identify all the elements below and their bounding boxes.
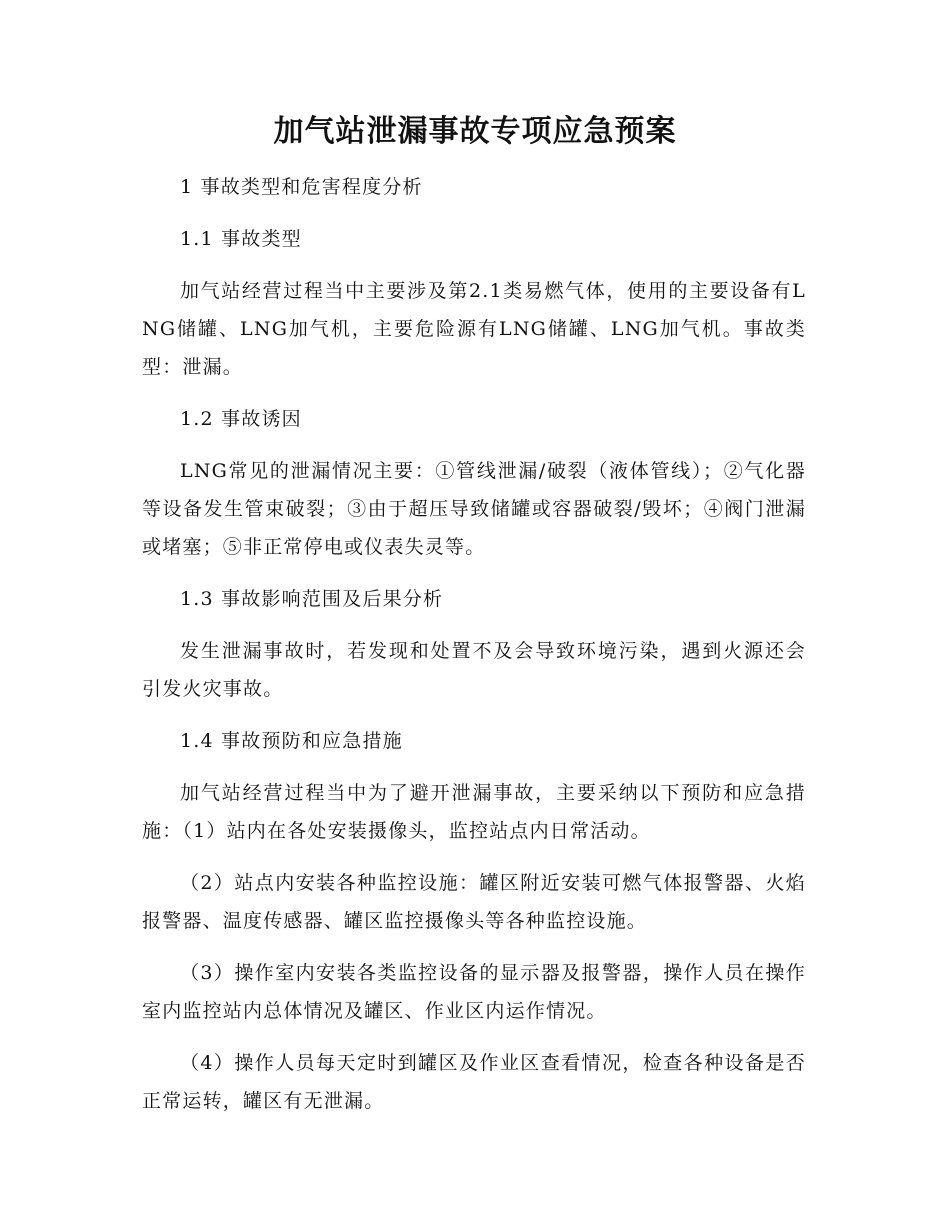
document-body [142,168,806,1134]
paragraph-accident-causes: LNG常见的泄漏情况主要：①管线泄漏/破裂（液体管线）；②气化器等设备发生管束破裂；③由于超压导致储罐或容器破裂/毁坏；④阀门泄漏或堵塞；⑤非正常停电或仪表失灵等。 [142,460,806,558]
paragraph-prevention-measure-1: 加气站经营过程当中为了避开泄漏事故，主要采纳以下预防和应急措施：（1）站内在各处安装摄像头，监控站点内日常活动。 [142,782,806,842]
section-heading-1-3: 1.3 事故影响范围及后果分析 [180,588,444,610]
paragraph-impact-analysis: 发生泄漏事故时，若发现和处置不及会导致环境污染，遇到火源还会引发火灾事故。 [142,640,806,700]
paragraph-prevention-measure-4: （4）操作人员每天定时到罐区及作业区查看情况，检查各种设备是否正常运转，罐区有无泄漏。 [142,1052,806,1112]
paragraph-accident-type: 加气站经营过程当中主要涉及第2.1类易燃气体，使用的主要设备有LNG储罐、LNG加气机，主要危险源有LNG储罐、LNG加气机。事故类型：泄漏。 [142,280,806,378]
document-title: 加气站泄漏事故专项应急预案 [273,114,677,149]
section-heading-1-4: 1.4 事故预防和应急措施 [180,730,403,752]
section-heading-1-2: 1.2 事故诱因 [180,408,302,430]
paragraph-prevention-measure-2: （2）站点内安装各种监控设施：罐区附近安装可燃气体报警器、火焰报警器、温度传感器、罐区监控摄像头等各种监控设施。 [142,872,806,932]
section-heading-1: 1 事故类型和危害程度分析 [180,176,423,198]
paragraph-prevention-measure-3: （3）操作室内安装各类监控设备的显示器及报警器，操作人员在操作室内监控站内总体情况及罐区、作业区内运作情况。 [142,962,806,1022]
section-heading-1-1: 1.1 事故类型 [180,228,302,250]
